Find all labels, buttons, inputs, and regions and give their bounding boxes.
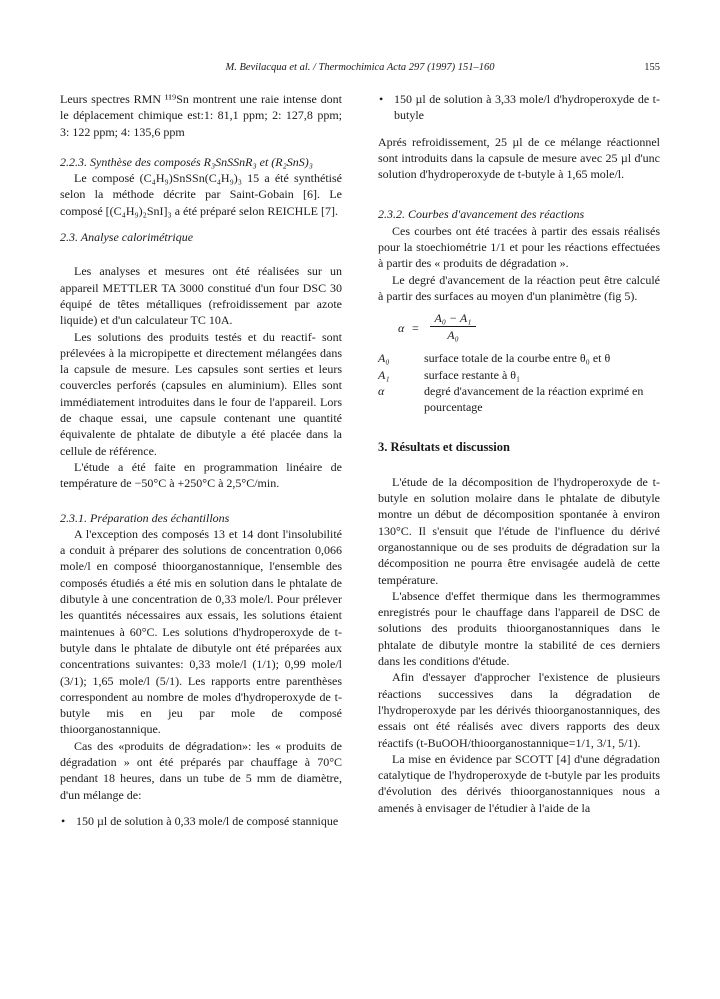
page-header xyxy=(60,62,660,78)
bullet-item xyxy=(378,91,660,124)
section-2-3-2-title: 2.3.2. Courbes d'avancement des réactions xyxy=(378,207,585,222)
formula-numerator: A₀ − A₁ xyxy=(434,311,472,326)
alpha-formula xyxy=(378,310,660,346)
section-3-paragraph-4: La mise en évidence par SCOTT [4] d'une dégradation catalytique de l'hydroperoxyde de t-butyle par les produits d'évolution des dérivés thioorganostanniques nous a amenés à envisager de l'étudier à l'aide de la xyxy=(378,751,660,815)
section-2-3-1-paragraph-1: A l'exception des composés 13 et 14 dont l'insolubilité a conduit à préparer des solutions de concentration 0,066 mole/l en composé thioorganostannique, l'ensemble des composés étudiés a été mis en solution dans le phtalate de dibutyle à une concentration de 0,33 mole/l. Pour prélever les quantités nécessaires aux essais, les solutions étaient maintenues à 60°C. Les solutions d'hydroperoxyde de t-butyle dans le phtalate de dibutyle ont été préparées aux concentrations suivantes: 0,33 mole/l (1/1); 0,99 mole/l (3/1); 1,65 mole/l (5/1). Les rapports entre parenthèses correspondent au nombre de moles d'hydroperoxyde de t-butyle mis en jeu par mole de composé thioorganostannique. xyxy=(60,526,342,737)
bullet-text: 150 µl de solution à 3,33 mole/l d'hydroperoxyde de t-butyle xyxy=(394,92,660,123)
definition-symbol: α xyxy=(378,383,385,398)
section-2-3-1-title: 2.3.1. Préparation des échantillons xyxy=(60,510,230,525)
page-number: 155 xyxy=(644,62,660,73)
section-2-3-2-paragraph-1: Ces courbes ont été tracées à partir des essais réalisés pour la stoechiométrie 1/1 et pour les réactions effectuées à partir des « produits de dégradation ». xyxy=(378,223,660,271)
formula-lhs: α xyxy=(398,321,405,336)
section-2-3-1-paragraph-2: Cas des «produits de dégradation»: les « produits de dégradation » ont été préparés par chauffage à 70°C pendant 18 heures, dans un tube de 5 mm de diamètre, d'un mélange de: xyxy=(60,738,342,802)
left-column xyxy=(60,91,342,829)
section-2-3-paragraph-3: L'étude a été faite en programmation linéaire de température de −50°C à +250°C à 2,5°C/min. xyxy=(60,459,342,491)
definition-symbol: A₁ xyxy=(378,367,390,382)
definition-row xyxy=(378,350,660,366)
bullet-text: 150 µl de solution à 0,33 mole/l de composé stannique xyxy=(76,813,339,828)
section-2-3-title: 2.3. Analyse calorimétrique xyxy=(60,230,194,245)
bullet-icon: • xyxy=(61,813,66,828)
definition-row xyxy=(378,367,660,383)
nmr-paragraph: Leurs spectres RMN ¹¹⁹Sn montrent une raie intense dont le déplacement chimique est:1: 81,1 ppm; 2: 127,8 ppm; 3: 122 ppm; 4: 135,6 ppm xyxy=(60,92,342,139)
bullet-icon: • xyxy=(379,92,384,106)
section-3-paragraph-1: L'étude de la décomposition de l'hydroperoxyde de t-butyle en solution molaire dans le phtalate de dibutyle montre un début de décomposition spontanée à environ 130°C. Il s'ensuit que l'étude de l'influence du dérivé organostannique ou de ses produits de dégradation sur la décomposition ne pourra être envisagée audelà de cette température. xyxy=(378,474,660,587)
section-3-paragraph-2: L'absence d'effet thermique dans les thermogrammes enregistrés pour le chauffage dans l'appareil de DSC de solutions des produits thioorganostanniques dans le phtalate de dibutyle montre la stabilité de ces derniers dans les conditions d'étude. xyxy=(378,588,660,669)
section-2-3-paragraph-1: Les analyses et mesures ont été réalisées sur un appareil METTLER TA 3000 constitué d'un four DSC 30 équipé de têtes métalliques (refroidissement par azote liquide) et d'un calculateur TC 10A. xyxy=(60,264,342,328)
section-3-paragraph-3: Afin d'essayer d'approcher l'existence de plusieurs réactions successives dans la dégradation de l'hydroperoxyde par les dérivés thioorganostanniques, des essais ont été réalisés avec divers rapports des deux réactifs (t-BuOOH/thioorganostannique=1/1, 3/1, 5/1). xyxy=(378,670,660,750)
symbol-definitions xyxy=(378,350,660,415)
definition-text: degré d'avancement de la réaction exprimé en pourcentage xyxy=(424,383,644,415)
after-cooling-paragraph: Aprés refroidissement, 25 µl de ce mélange réactionnel sont introduits dans la capsule de mesure avec 25 µl d'unc solution d'hydroperoxyde de t-butyle à 1,65 mole/l. xyxy=(378,134,660,182)
section-2-3-paragraph-2: Les solutions des produits testés et du reactif- sont prélevées à la micropipette et directement mélangées dans la capsule de mesure. Les capsules sont serties et leurs couvercles perforés (capsules en aluminium). Elles sont immédiatement introduites dans le four de l'appareil. Lors de chaque essai, une capsule contenant une quantité équivalente de phtalate de dibutyle a été placée dans la cellule de référence. xyxy=(60,329,342,458)
right-column xyxy=(378,91,660,816)
formula-equals: = xyxy=(412,321,419,336)
definition-row xyxy=(378,383,660,416)
definition-text: surface restante à θ₁ xyxy=(424,367,521,382)
section-2-3-2-paragraph-2: Le degré d'avancement de la réaction peut être calculé à partir des surfaces au moyen d'un planimètre (fig 5). xyxy=(378,272,660,303)
section-2-2-3-title: 2.2.3. Synthèse des composés R₃SnSSnR₃ et (R₂SnS)₃ xyxy=(60,154,313,169)
definition-text: surface totale de la courbe entre θ₀ et θ xyxy=(424,351,611,366)
formula-denominator: A₀ xyxy=(447,328,459,343)
section-3-heading: 3. Résultats et discussion xyxy=(378,440,510,455)
definition-symbol: A₀ xyxy=(378,351,390,366)
running-title: M. Bevilacqua et al. / Thermochimica Acta 297 (1997) 151–160 xyxy=(225,62,495,73)
bullet-item xyxy=(60,813,342,829)
section-2-2-3-body: Le composé (C₄H₉)SnSSn(C₄H₉)₃ 15 a été synthétisé selon la méthode décrite par Saint-Gobain [6]. Le composé [(C₄H₉)₂SnI]₃ a été préparé selon REICHLE [7]. xyxy=(60,171,342,218)
